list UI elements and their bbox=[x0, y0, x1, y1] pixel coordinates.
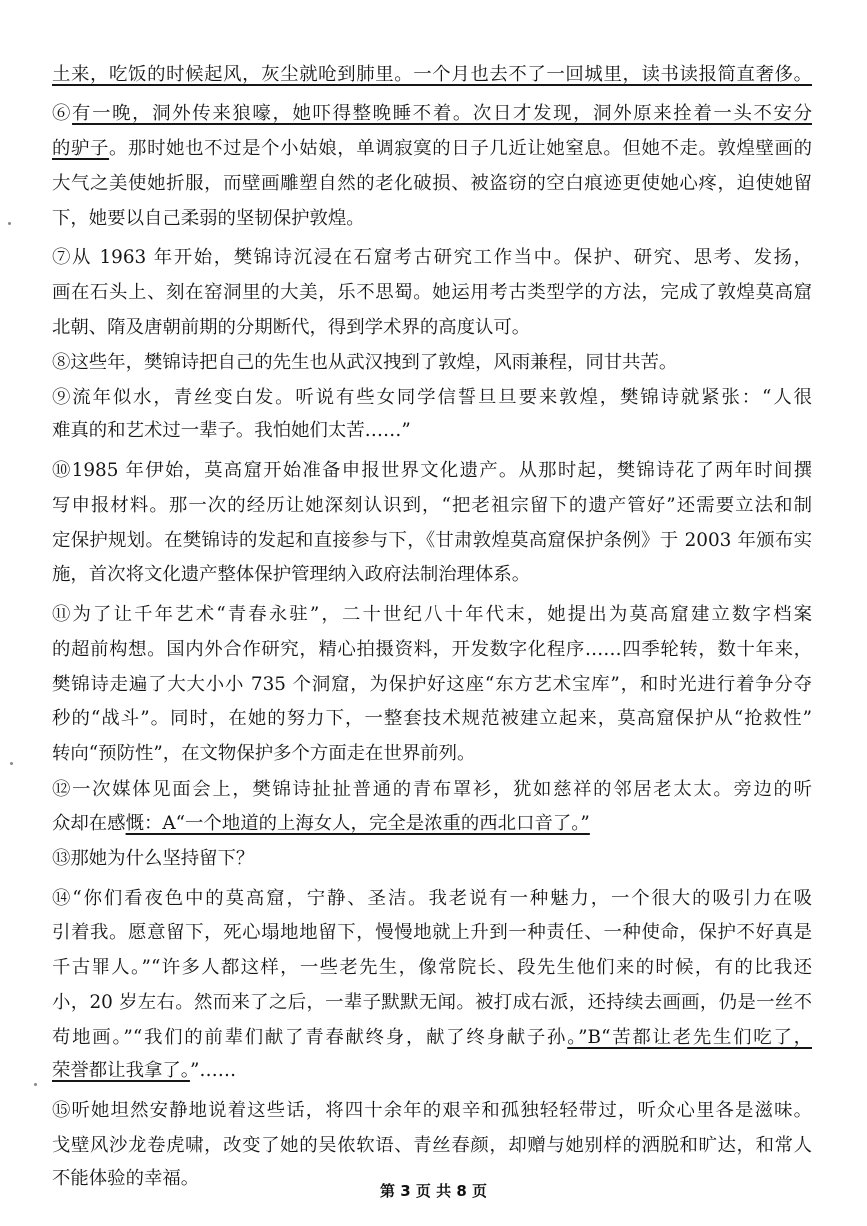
text-line: 樊锦诗走遍了大大小小 735 个洞窟，为保护好这座“东方艺术宝库”，和时光进行着争分夺 bbox=[52, 674, 812, 695]
text-line: ⑥有一晚，洞外传来狼嚎，她吓得整晚睡不着。次日才发现，洞外原来拴着一头不安分 bbox=[52, 103, 812, 124]
text-line: 千古罪人。”“许多人都这样，一些老先生，像常院长、段先生他们来的时候，有的比我还 bbox=[52, 957, 812, 978]
scan-speck bbox=[10, 762, 13, 765]
text-line: 小，20 岁左右。然而来了之后，一辈子默默无闻。被打成右派，还持续去画画，仍是一丝不 bbox=[52, 992, 812, 1013]
text-line: 转向“预防性”，在文物保护多个方面走在世界前列。 bbox=[52, 743, 476, 764]
text-line: ⑮听她坦然安静地说着这些话，将四十余年的艰辛和孤独轻轻带过，听众心里各是滋味。 bbox=[52, 1100, 812, 1121]
text-line: ⑭“你们看夜色中的莫高窟，宁静、圣洁。我老说有一种魅力，一个很大的吸引力在吸 bbox=[52, 888, 812, 909]
text-line: ⑧这些年，樊锦诗把自己的先生也从武汉拽到了敦煌，风雨兼程，同甘共苦。 bbox=[52, 352, 678, 373]
text-line: 土来，吃饭的时候起风，灰尘就呛到肺里。一个月也去不了一回城里，读书读报简直奢侈。 bbox=[52, 64, 812, 85]
text-line: ⑬那她为什么坚持留下？ bbox=[52, 848, 255, 869]
text-line: 荣誉都让我拿了。”…… bbox=[52, 1060, 237, 1081]
text-line: 北朝、隋及唐朝前期的分期断代，得到学术界的高度认可。 bbox=[52, 317, 531, 338]
scan-speck bbox=[8, 222, 11, 225]
text-line: 画在石头上、刻在窑洞里的大美，乐不思蜀。她运用考古类型学的方法，完成了敦煌莫高窟 bbox=[52, 282, 812, 303]
text-line: 苟地画。”“我们的前辈们献了青春献终身，献了终身献子孙。”B“苦都让老先生们吃了， bbox=[52, 1027, 812, 1048]
text-line: ⑪为了让千年艺术“青春永驻”，二十世纪八十年代末，她提出为莫高窟建立数字档案 bbox=[52, 604, 812, 625]
text-line: 定保护规划。在樊锦诗的发起和直接参与下，《甘肃敦煌莫高窟保护条例》于 2003 年颁布实 bbox=[52, 530, 812, 551]
text-line: 众却在感慨：A“一个地道的上海女人，完全是浓重的西北口音了。” bbox=[52, 813, 590, 834]
text-line: ⑩1985 年伊始，莫高窟开始准备申报世界文化遗产。从那时起，樊锦诗花了两年时间撰 bbox=[52, 460, 812, 481]
text-line: 下，她要以自己柔弱的坚韧保护敦煌。 bbox=[52, 208, 365, 229]
page-footer: 第 3 页 共 8 页 bbox=[380, 1182, 487, 1200]
text-line: 的超前构想。国内外合作研究，精心拍摄资料，开发数字化程序……四季轮转，数十年来， bbox=[52, 639, 812, 660]
text-line: 难真的和艺术过一辈子。我怕她们太苦……” bbox=[52, 420, 411, 441]
text-line: ⑫一次媒体见面会上，樊锦诗扯扯普通的青布罩衫，犹如慈祥的邻居老太太。旁边的听 bbox=[52, 779, 812, 800]
text-line: ⑦从 1963 年开始，樊锦诗沉浸在石窟考古研究工作当中。保护、研究、思考、发扬， bbox=[52, 247, 812, 268]
text-line: 引着我。愿意留下，死心塌地地留下，慢慢地就上升到一种责任、一种使命，保护不好真是 bbox=[52, 922, 812, 943]
text-line: 施，首次将文化遗产整体保护管理纳入政府法制治理体系。 bbox=[52, 564, 531, 585]
text-line: 的驴子。那时她也不过是个小姑娘，单调寂寞的日子几近让她窒息。但她不走。敦煌壁画的 bbox=[52, 138, 812, 159]
text-line: 不能体验的幸福。 bbox=[52, 1168, 200, 1189]
text-line: 大气之美使她折服，而壁画雕塑自然的老化破损、被盗窃的空白痕迹更使她心疼，迫使她留 bbox=[52, 173, 812, 194]
text-line: 戈壁风沙龙卷虎啸，改变了她的吴侬软语、青丝春颜，却赠与她别样的洒脱和旷达，和常人 bbox=[52, 1135, 812, 1156]
scan-speck bbox=[34, 1083, 37, 1086]
text-line: 秒的“战斗”。同时，在她的努力下，一整套技术规范被建立起来，莫高窟保护从“抢救性” bbox=[52, 708, 812, 729]
text-line: 写申报材料。那一次的经历让她深刻认识到，“把老祖宗留下的遗产管好”还需要立法和制 bbox=[52, 495, 812, 516]
text-line: ⑨流年似水，青丝变白发。听说有些女同学信誓旦旦要来敦煌，樊锦诗就紧张：“人很 bbox=[52, 387, 812, 408]
